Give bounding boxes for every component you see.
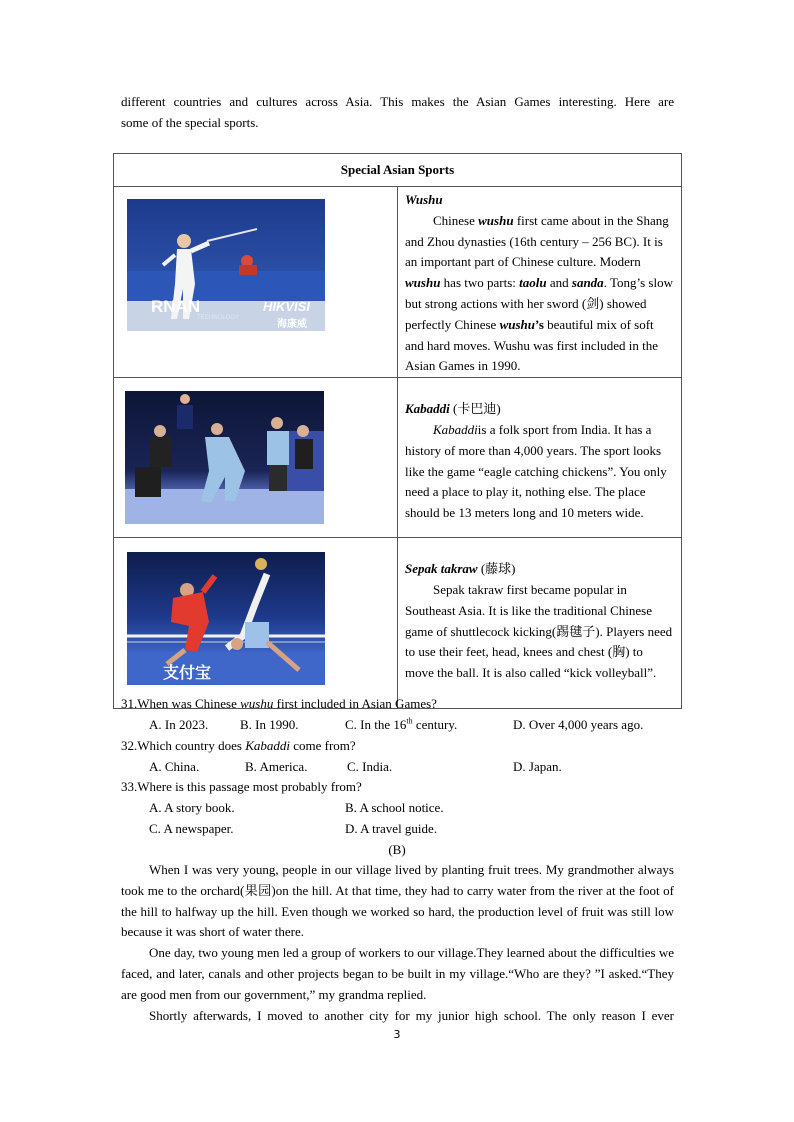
question-32 <box>121 735 356 756</box>
body-segment: . Tong’s slow but strong actions with her sword (剑) showed perfectly Chinese <box>405 275 673 332</box>
q32-option-b: B. America. <box>245 759 308 774</box>
wushu-heading <box>405 187 673 211</box>
body-segment: wushu <box>499 316 535 332</box>
wushu-sign-1: RNAN <box>151 297 201 316</box>
q31-pre: 31.When was Chinese <box>121 696 241 711</box>
q31-option-a: A. In 2023. <box>149 717 209 732</box>
kabaddi-title: Kabaddi <box>405 401 450 417</box>
section-b-paragraph-3: Shortly afterwards, I moved to another city for my junior high school. The only reason I ever <box>149 1007 674 1023</box>
wushu-photo <box>127 199 325 331</box>
sepak-photo-cell <box>114 538 398 709</box>
body-segment: Sepak takraw first became popular in Southeast Asia. It is like the traditional Chinese game of shuttlecock kicking(踢毽子). Players need to use their feet, head, knees and chest (胸) to move the ball. It is also called “kick volleyball”. <box>405 581 673 681</box>
q33-option-c: C. A newspaper. <box>149 821 234 836</box>
q33-option-a: A. A story book. <box>149 800 235 815</box>
body-segment: has two parts: <box>440 275 520 291</box>
q31-option-b: B. In 1990. <box>240 717 299 732</box>
body-segment: beautiful mix of soft and hard moves. Wushu was first included in the Asian Games in 1990. <box>405 316 659 374</box>
table-row-sepak-takraw <box>114 538 682 709</box>
q31-em: wushu <box>240 696 274 711</box>
body-segment: Kabaddi <box>433 421 478 437</box>
q31-c-post: century. <box>412 717 458 732</box>
intro-paragraph <box>121 91 674 133</box>
sepak-scene <box>127 552 325 685</box>
sepak-text-cell <box>398 538 682 709</box>
sepak-title: Sepak takraw <box>405 561 478 577</box>
q32-option-d: D. Japan. <box>513 759 562 774</box>
q32-option-c: C. India. <box>347 759 393 774</box>
body-segment: taolu <box>519 275 547 291</box>
wushu-title: Wushu <box>405 192 443 207</box>
kabaddi-title-suffix: (卡巴迪) <box>449 401 501 417</box>
q32-post: come from? <box>290 738 356 753</box>
page-number: 3 <box>393 1028 401 1041</box>
body-segment: wushu <box>405 275 441 291</box>
q31-option-c <box>345 714 457 735</box>
wushu-photo-cell <box>114 187 398 378</box>
body-segment: first came about in the Shang and Zhou dynasties (16th century – 256 BC). It is an important part of Chinese culture. Modern <box>405 212 669 270</box>
table-title: Special Asian Sports <box>114 154 682 187</box>
intro-line-1: different countries and cultures across Asia. This makes the Asian Games interesting. Here are <box>121 94 674 109</box>
body-segment: ’s <box>535 316 544 332</box>
kabaddi-photo-cell <box>114 378 398 538</box>
wushu-sign-3: 海康威 <box>277 319 307 330</box>
section-b-passage <box>121 860 674 1026</box>
sepak-title-suffix: (藤球) <box>477 561 516 577</box>
body-segment: Chinese <box>433 212 479 228</box>
sepak-heading <box>405 538 673 580</box>
q31-option-d: D. Over 4,000 years ago. <box>513 717 644 732</box>
q32-option-a: A. China. <box>149 759 200 774</box>
question-31 <box>121 693 437 714</box>
body-segment: and <box>546 275 572 291</box>
body-segment: sanda <box>571 275 604 291</box>
question-33: 33.Where is this passage most probably from? <box>121 779 362 794</box>
special-asian-sports-table <box>113 153 682 709</box>
q33-option-b: B. A school notice. <box>345 800 444 815</box>
kabaddi-heading <box>405 378 673 420</box>
kabaddi-text-cell <box>398 378 682 538</box>
sepak-takraw-photo <box>127 552 325 685</box>
section-b-label: (B) <box>388 842 406 857</box>
table-row-kabaddi <box>114 378 682 538</box>
q31-c-sup: th <box>406 716 413 726</box>
wushu-body <box>405 211 673 377</box>
wushu-sign-2: HIKVISI <box>263 299 310 314</box>
sepak-sign-1: 支付宝 <box>163 663 212 683</box>
wushu-text-cell <box>398 187 682 378</box>
section-b-paragraph-2: One day, two young men led a group of workers to our village.They learned about the difficulties we faced, and later, canals and other projects began to be built in my village.“Who are they? ”I asked.“They are good men from our government,” my grandma replied. <box>121 945 674 1002</box>
kabaddi-scene <box>125 391 324 524</box>
body-segment: wushu <box>478 212 514 228</box>
table-row-wushu <box>114 187 682 378</box>
q31-post: first included in Asian Games? <box>273 696 437 711</box>
q33-option-d: D. A travel guide. <box>345 821 438 836</box>
intro-line-2: some of the special sports. <box>121 115 259 130</box>
body-segment: is a folk sport from India. It has a history of more than 4,000 years. The sport looks like the game “eagle catching chickens”. You only need a place to play it, nothing else. The place should be 13 meters long and 10 meters wide. <box>405 421 667 521</box>
kabaddi-body <box>405 420 673 524</box>
section-b-paragraph-1: When I was very young, people in our village lived by planting fruit trees. My grandmother always took me to the orchard(果园)on the hill. At that time, they had to carry water from the river at the foot of the hill to halfway up the hill. Even though we worked so hard, the production level of fruit was still low because it was short of water there. <box>121 862 674 940</box>
q31-c-pre: C. In the 16 <box>345 717 407 732</box>
q32-pre: 32.Which country does <box>121 738 246 753</box>
q32-em: Kabaddi <box>245 738 290 753</box>
kabaddi-photo <box>125 391 324 524</box>
wushu-sign-4: TECHNOLOGY <box>197 315 240 321</box>
sepak-body <box>405 580 673 684</box>
